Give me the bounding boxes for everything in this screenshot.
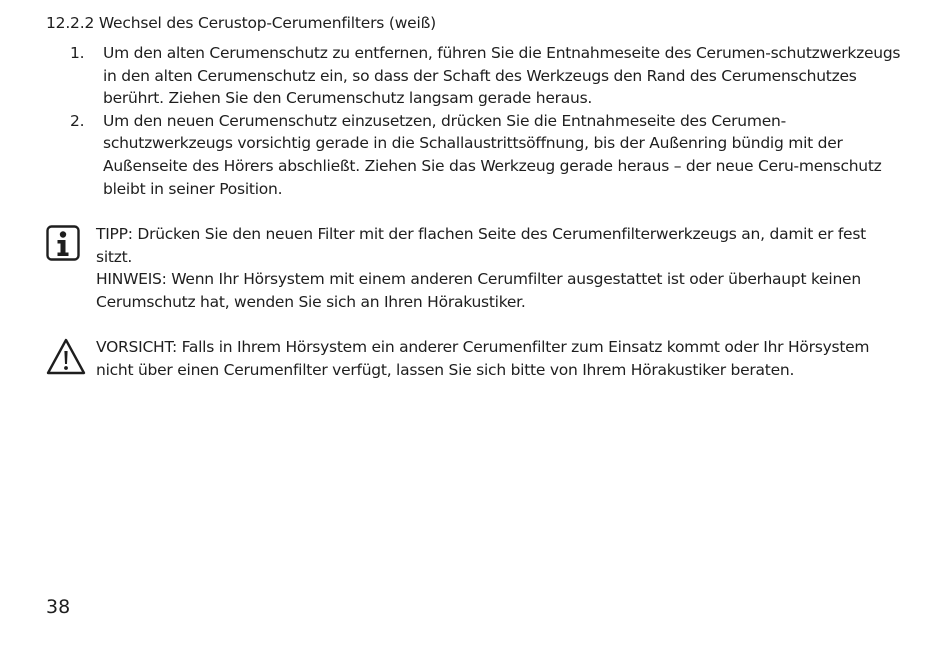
hint-label: HINWEIS [96,270,162,289]
caution-text: : Falls in Ihrem Hörsystem ein anderer Cerumenfilter zum Einsatz kommt oder Ihr Hörsystem nicht über einen Cerumenfilter verfügt, lassen Sie sich bitte von Ihrem Hörakustiker beraten. [96,338,870,379]
section-heading: 12.2.2 Wechsel des Cerustop-Cerumenfilters (weiß) [46,14,437,32]
caution-note-body [96,336,906,381]
step-text: Um den neuen Cerumenschutz einzusetzen, drücken Sie die Entnahmeseite des Cerumen-schutzwerkzeugs vorsichtig gerade in die Schallaustrittsöffnung, bis der Außenring bündig mit der Außenseite des Hörers abschließt. Ziehen Sie das Werkzeug gerade heraus – der neue Ceru-menschutz bleibt in seiner Position. [103,111,882,198]
tip-text: : Drücken Sie den neuen Filter mit der flachen Seite des Cerumenfilterwerkzeugs an, damit er fest sitzt. [96,225,866,266]
steps-list [46,42,906,200]
hint-paragraph [96,268,906,313]
tip-label: TIPP [96,225,128,243]
hint-text: : Wenn Ihr Hörsystem mit einem anderen Cerumfilter ausgestattet ist oder überhaupt keinen Cerumschutz hat, wenden Sie sich an Ihren Hörakustiker. [96,270,861,311]
caution-paragraph [96,336,906,381]
step-item [46,110,906,200]
step-number: 2. [70,111,85,130]
tip-note-body [96,223,906,313]
tip-paragraph [96,223,906,268]
step-text: Um den alten Cerumenschutz zu entfernen, führen Sie die Entnahmeseite des Cerumen-schutzwerkzeugs in den alten Cerumenschutz ein, so dass der Schaft des Werkzeugs den Rand des Cerumenschutzes berührt. Ziehen Sie den Cerumenschutz langsam gerade heraus. [103,44,901,108]
warning-triangle-icon [44,337,88,377]
caution-note [46,336,906,381]
step-number: 1. [70,44,85,62]
tip-note [46,223,906,313]
step-item [46,42,906,110]
page-number: 38 [46,596,71,618]
info-icon [46,225,80,261]
caution-label: VORSICHT [96,338,172,356]
